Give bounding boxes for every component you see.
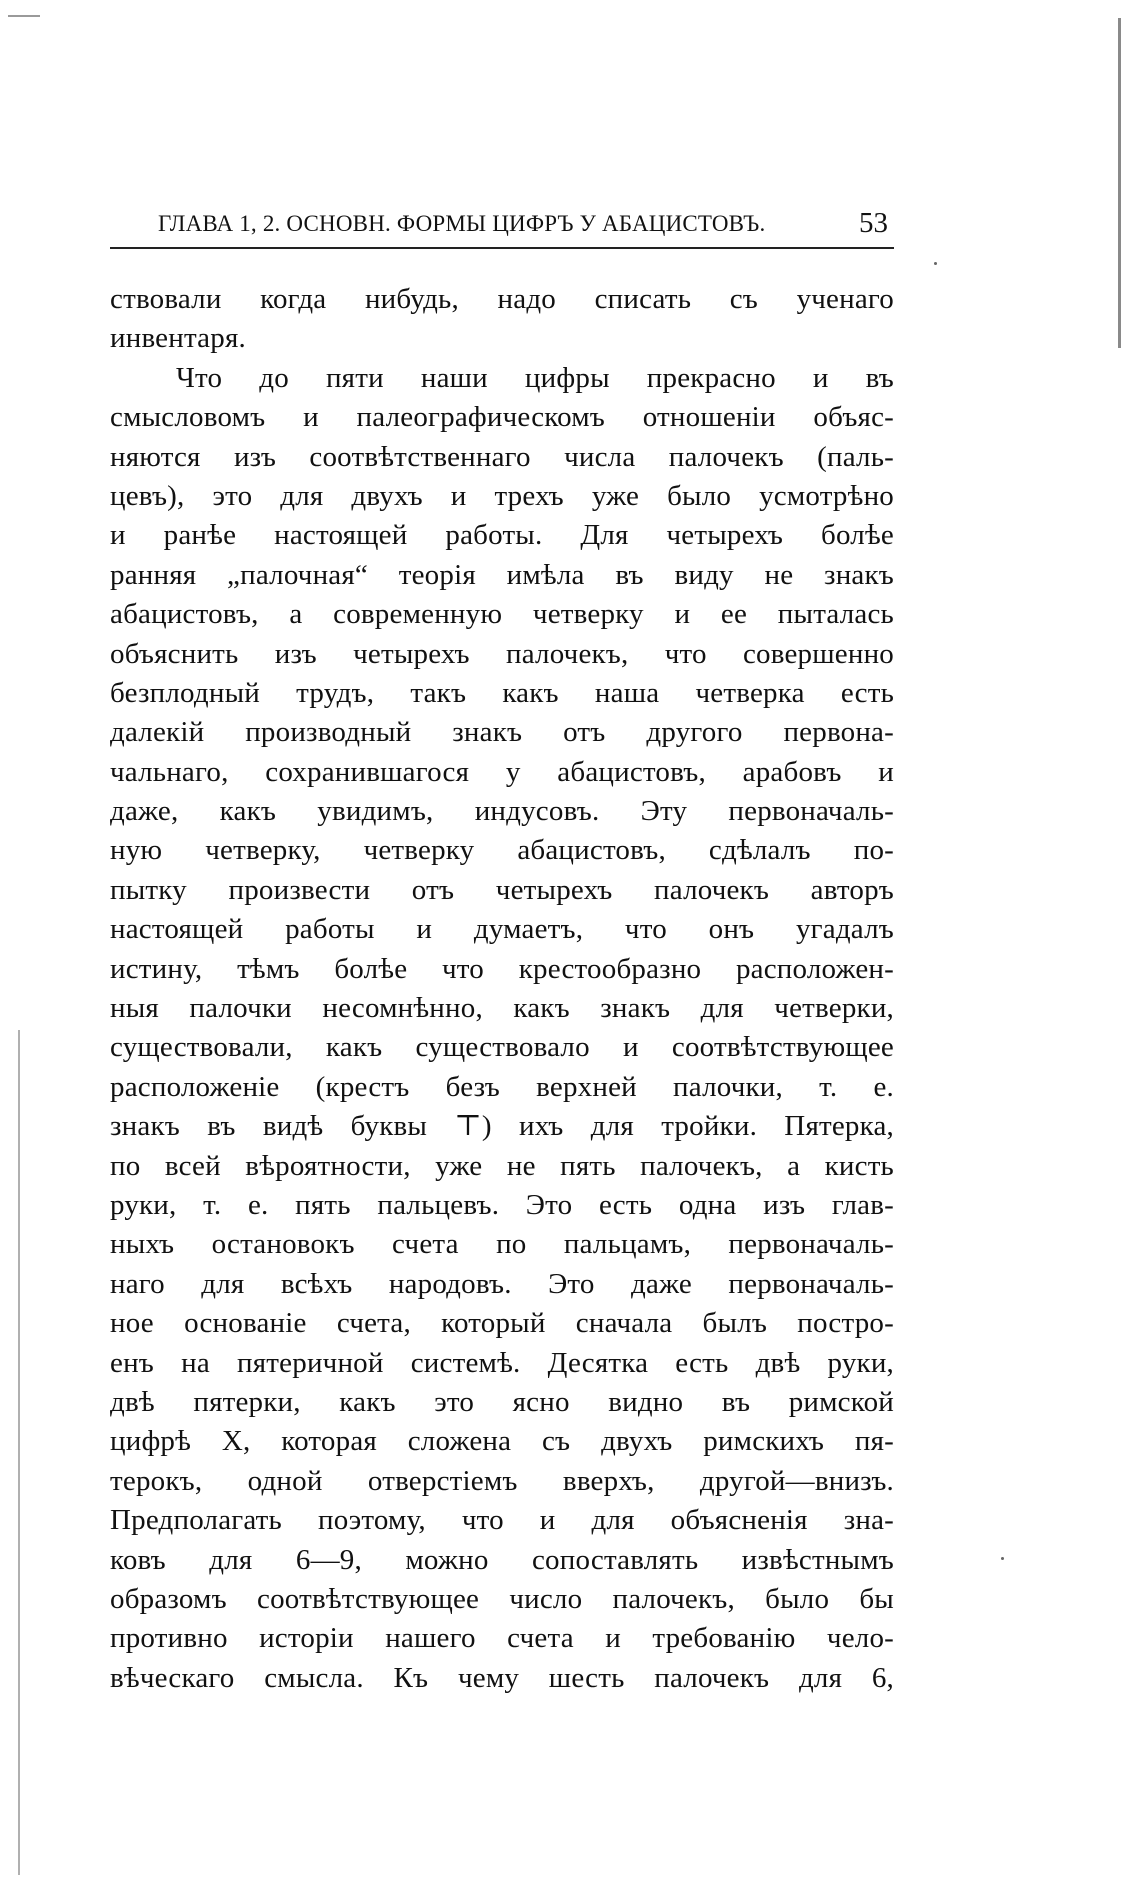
text-line: смысловомъ и палеографическомъ отношенiи объяс- — [110, 401, 894, 434]
text-line: и ранѣе настоящей работы. Для четырехъ болѣе — [110, 519, 894, 552]
text-line: знакъ въ видѣ буквы ⊤) ихъ для тройки. Пятерка, — [110, 1110, 894, 1143]
text-line: цевъ), это для двухъ и трехъ уже было усмотрѣно — [110, 479, 894, 512]
page-edge-right — [1118, 18, 1121, 348]
text-line: ковъ для 6—9, можно сопоставлять извѣстнымъ — [110, 1543, 894, 1576]
text-line: вѣческаго смысла. Къ чему шесть палочекъ для 6, — [110, 1661, 894, 1694]
text-line: пытку произвести отъ четырехъ палочекъ авторъ — [110, 873, 894, 906]
text-line: абацистовъ, а современную четверку и ее пыталась — [110, 598, 894, 631]
scan-mark — [8, 15, 40, 17]
text-line: ныхъ остановокъ счета по пальцамъ, первоначаль- — [110, 1228, 894, 1261]
text-line: инвентаря. — [110, 322, 246, 355]
text-line: ную четверку, четверку абацистовъ, сдѣлалъ по- — [110, 834, 894, 867]
text-line: ныя палочки несомнѣнно, какъ знакъ для четверки, — [110, 992, 894, 1025]
text-line: ствовали когда нибудь, надо списать съ ученаго — [110, 283, 894, 315]
text-line: Предполагать поэтому, что и для объясненiя зна- — [110, 1504, 894, 1537]
text-line: ное основанiе счета, который сначала былъ постро- — [110, 1307, 894, 1340]
text-line: чальнаго, сохранившагося у абацистовъ, арабовъ и — [110, 755, 894, 788]
page-number: 53 — [859, 207, 888, 239]
page-edge-left — [18, 1030, 20, 1875]
text-line: далекiй производный знакъ отъ другого первона- — [110, 716, 894, 749]
text-line: ранняя „палочная“ теорiя имѣла въ виду не знакъ — [110, 558, 894, 591]
body-text — [110, 280, 894, 1698]
text-line: существовали, какъ существовало и соотвѣтствующее — [110, 1031, 894, 1064]
text-line: противно исторiи нашего счета и требованiю чело- — [110, 1622, 894, 1655]
text-line: цифрѣ X, которая сложена съ двухъ римскихъ пя- — [110, 1425, 894, 1458]
text-line: Что до пяти наши цифры прекрасно и въ — [176, 361, 894, 394]
chapter-title: ГЛАВА 1, 2. ОСНОВН. ФОРМЫ ЦИФРЪ У АБАЦИСТОВЪ. — [158, 211, 766, 236]
text-line: объяснить изъ четырехъ палочекъ, что совершенно — [110, 637, 894, 670]
text-line: енъ на пятеричной системѣ. Десятка есть двѣ руки, — [110, 1346, 894, 1379]
running-head — [110, 205, 894, 249]
text-line: няются изъ соотвѣтственнаго числа палочекъ (паль- — [110, 440, 894, 473]
scan-speck — [934, 262, 937, 265]
text-line: расположенiе (крестъ безъ верхней палочки, т. е. — [110, 1070, 894, 1103]
text-line: по всей вѣроятности, уже не пять палочекъ, а кисть — [110, 1149, 894, 1182]
text-line: истину, тѣмъ болѣе что крестообразно расположен- — [110, 952, 894, 985]
text-line: даже, какъ увидимъ, индусовъ. Эту первоначаль- — [110, 795, 894, 828]
text-line: настоящей работы и думаетъ, что онъ угадалъ — [110, 913, 894, 946]
text-line: двѣ пятерки, какъ это ясно видно въ римской — [110, 1385, 894, 1418]
scan-speck — [1001, 1557, 1004, 1560]
text-line: образомъ соотвѣтствующее число палочекъ, было бы — [110, 1582, 894, 1615]
text-line: наго для всѣхъ народовъ. Это даже первоначаль- — [110, 1267, 894, 1300]
text-line: руки, т. е. пять пальцевъ. Это есть одна изъ глав- — [110, 1188, 894, 1221]
text-line: терокъ, одной отверстiемъ вверхъ, другой—внизъ. — [110, 1464, 894, 1497]
text-line: безплодный трудъ, такъ какъ наша четверка есть — [110, 676, 894, 709]
